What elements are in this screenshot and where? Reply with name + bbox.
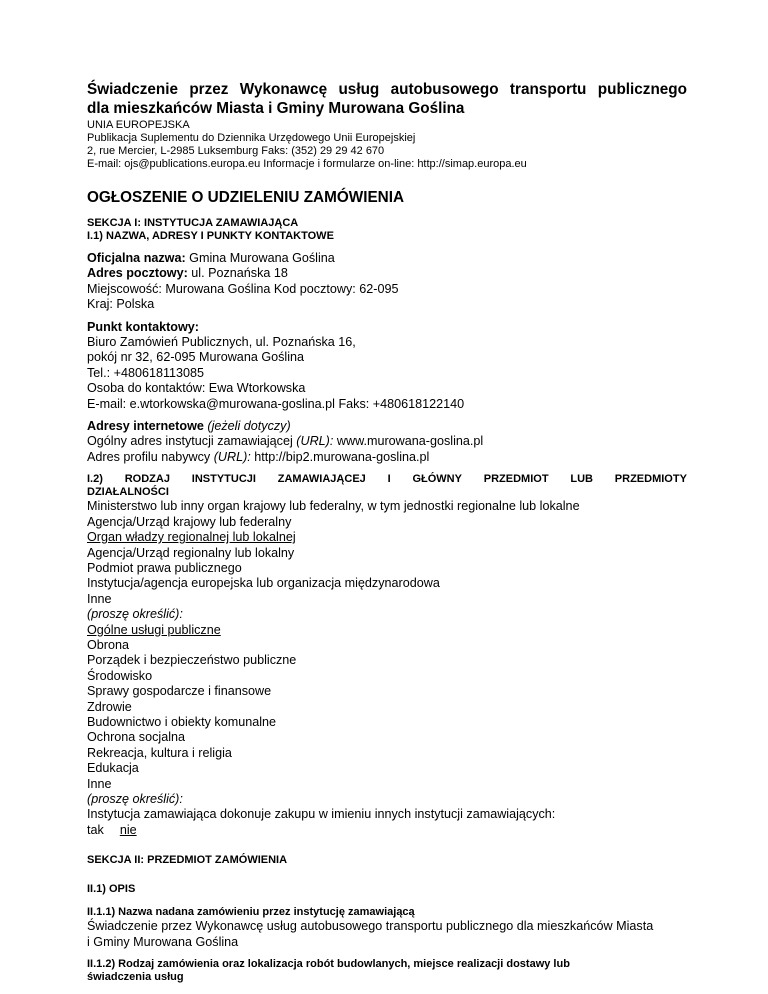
answer-yes: tak <box>87 822 104 837</box>
section-1-title: SEKCJA I: INSTYTUCJA ZAMAWIAJĄCA <box>87 217 299 229</box>
title-line-1: Świadczenie przez Wykonawcę usług autobusowego transportu publicznego <box>87 81 687 98</box>
activity-item: Inne <box>87 776 112 791</box>
title-word: INSTYTUCJI <box>191 473 256 486</box>
activity-item: Zdrowie <box>87 699 132 714</box>
section-1-2-title-line-2: DZIAŁALNOŚCI <box>87 486 169 499</box>
document-title <box>87 80 687 118</box>
official-name-value: Gmina Murowana Goślina <box>185 251 335 265</box>
postal-address-label: Adres pocztowy: <box>87 266 188 281</box>
internet-label: Adresy internetowe <box>87 419 204 434</box>
section-2-1-title: II.1) OPIS <box>87 883 136 896</box>
title-line-2: dla mieszkańców Miasta i Gminy Murowana Goślina <box>87 100 465 117</box>
section-2-1-2-line: II.1.2) Rodzaj zamówienia oraz lokalizacja robót budowlanych, miejsce realizacji dostawy lub <box>87 958 570 971</box>
section-2-1-1-title: II.1.1) Nazwa nadana zamówieniu przez instytucję zamawiającą <box>87 906 415 919</box>
authority-type-list <box>87 499 687 622</box>
country-line: Kraj: Polska <box>87 297 155 312</box>
title-word: I <box>387 473 391 486</box>
contact-line: pokój nr 32, 62-095 Murowana Goślina <box>87 350 305 365</box>
contact-line: Osoba do kontaktów: Ewa Wtorkowska <box>87 381 306 396</box>
publisher-line: E-mail: ojs@publications.europa.eu Informacje i formularze on-line: http://simap.europa.eu <box>87 158 527 170</box>
postal-address-value: ul. Poznańska 18 <box>187 266 288 281</box>
city-line: Miejscowość: Murowana Goślina Kod pocztowy: 62-095 <box>87 281 399 296</box>
section-2-1-1-text <box>87 919 687 950</box>
contact-line: Tel.: +480618113085 <box>87 365 205 380</box>
general-address-line <box>87 434 687 449</box>
contact-line: E-mail: e.wtorkowska@murowana-goslina.pl Faks: +480618122140 <box>87 396 465 411</box>
internet-block <box>87 419 687 465</box>
contract-name-line: i Gminy Murowana Goślina <box>87 934 239 949</box>
title-word: I.2) <box>87 473 103 486</box>
internet-heading-line <box>87 419 687 434</box>
url-tag: (URL): <box>213 449 251 464</box>
buyer-profile-prefix: Adres profilu nabywcy <box>87 449 214 464</box>
contact-block <box>87 251 687 313</box>
section-2-1-2-title <box>87 958 687 984</box>
authority-type-item: Inne <box>87 591 112 606</box>
publisher-line: 2, rue Mercier, L-2985 Luksemburg Faks: (352) 29 29 42 670 <box>87 145 385 157</box>
contract-name-line: Świadczenie przez Wykonawcę usług autobusowego transportu publicznego dla mieszkańców Miasta <box>87 919 654 934</box>
general-address-value: www.murowana-goslina.pl <box>333 434 484 449</box>
publisher-block <box>87 119 687 171</box>
authority-type-item-selected: Organ władzy regionalnej lub lokalnej <box>87 530 296 545</box>
contact-line: Biuro Zamówień Publicznych, ul. Poznańska 16, <box>87 335 356 350</box>
publisher-line: Publikacja Suplementu do Dziennika Urzędowego Unii Europejskiej <box>87 132 416 144</box>
document-page <box>87 80 687 984</box>
contact-point-label: Punkt kontaktowy: <box>87 319 199 334</box>
general-address-prefix: Ogólny adres instytucji zamawiającej <box>87 434 297 449</box>
url-tag: (URL): <box>296 434 334 449</box>
activity-item: Środowisko <box>87 668 153 683</box>
answer-no-selected: nie <box>119 822 137 837</box>
internet-note: (jeżeli dotyczy) <box>203 419 291 434</box>
activity-item-selected: Ogólne usługi publiczne <box>87 622 221 637</box>
contact-point-block <box>87 320 687 412</box>
on-behalf-question: Instytucja zamawiająca dokonuje zakupu w imieniu innych instytucji zamawiających: <box>87 807 556 822</box>
postal-address-line <box>87 266 687 281</box>
activity-item: Sprawy gospodarcze i finansowe <box>87 684 272 699</box>
official-name-label: Oficjalna nazwa: <box>87 251 186 265</box>
section-2-title: SEKCJA II: PRZEDMIOT ZAMÓWIENIA <box>87 854 288 867</box>
activity-list <box>87 623 687 839</box>
activity-item: Budownictwo i obiekty komunalne <box>87 714 277 729</box>
section-1-2-title-line-1 <box>87 473 687 486</box>
buyer-profile-value: http://bip2.murowana-goslina.pl <box>250 449 430 464</box>
on-behalf-answer <box>87 823 687 838</box>
section-1-2-title <box>87 473 687 499</box>
authority-type-item: Ministerstwo lub inny organ krajowy lub federalny, w tym jednostki regionalne lub lokalne <box>87 499 580 514</box>
title-word: ZAMAWIAJĄCEJ <box>277 473 366 486</box>
activity-item: Obrona <box>87 637 130 652</box>
activity-specify: (proszę określić): <box>87 792 183 806</box>
title-word: PRZEDMIOT <box>483 473 549 486</box>
activity-item: Ochrona socjalna <box>87 730 186 745</box>
activity-item: Rekreacja, kultura i religia <box>87 745 232 760</box>
activity-item: Edukacja <box>87 761 139 776</box>
publisher-line: UNIA EUROPEJSKA <box>87 119 190 131</box>
authority-type-item: Instytucja/agencja europejska lub organizacja międzynarodowa <box>87 576 440 591</box>
authority-type-item: Agencja/Urząd krajowy lub federalny <box>87 514 292 529</box>
authority-type-specify: (proszę określić): <box>87 607 183 622</box>
title-word: PRZEDMIOTY <box>614 473 687 486</box>
activity-item: Porządek i bezpieczeństwo publiczne <box>87 653 297 668</box>
buyer-profile-line <box>87 450 687 465</box>
section-2-1-2-line: świadczenia usług <box>87 971 184 984</box>
authority-type-item: Agencja/Urząd regionalny lub lokalny <box>87 545 295 560</box>
title-word: LUB <box>570 473 593 486</box>
section-1-1-title: I.1) NAZWA, ADRESY I PUNKTY KONTAKTOWE <box>87 230 334 242</box>
title-word: GŁÓWNY <box>412 473 462 486</box>
notice-heading: OGŁOSZENIE O UDZIELENIU ZAMÓWIENIA <box>87 189 404 206</box>
title-word: RODZAJ <box>124 473 170 486</box>
authority-type-item: Podmiot prawa publicznego <box>87 560 242 575</box>
official-name-line <box>87 251 687 266</box>
